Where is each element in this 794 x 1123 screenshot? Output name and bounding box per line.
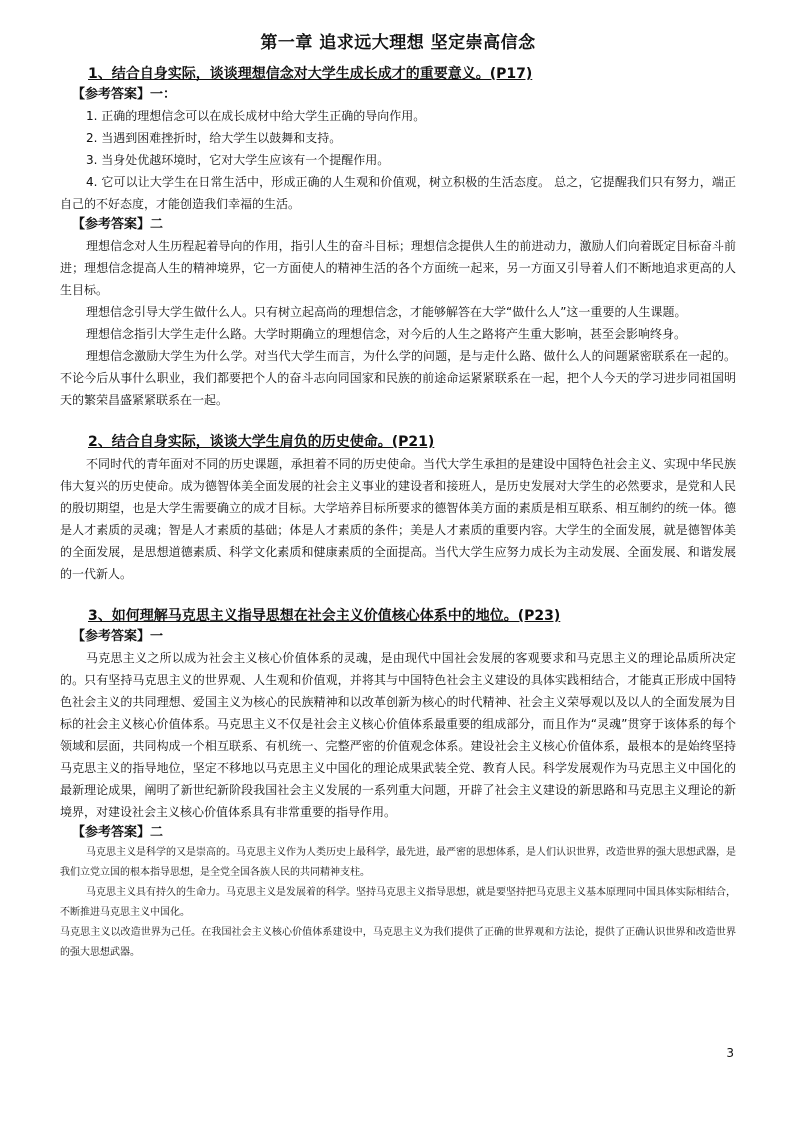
paragraph: 理想信念指引大学生走什么路。大学时期确立的理想信念，对今后的人生之路将产生重大影响，甚至会影响终身。 <box>86 327 687 341</box>
list-item: 3. 当身处优越环境时，它对大学生应该有一个提醒作用。 <box>86 153 390 167</box>
paragraph: 理想信念引导大学生做什么人。只有树立起高尚的理想信念，才能够解答在大学“做什么人”这一重要的人生课题。 <box>86 305 687 319</box>
paragraph: 不同时代的青年面对不同的历史课题，承担着不同的历史使命。当代大学生承担的是建设中国特色社会主义、实现中华民族伟大复兴的历史使命。成为德智体美全面发展的社会主义事业的建设者和接班人，是历史发展对大学生的必然要求，是党和人民的殷切期望，也是大学生需要确立的成才目标。大学培养目标所要求的德智体美方面的素质是相互联系、相互制约的统一体。德是人才素质的灵魂；智是人才素质的基础；体是人才素质的条件；美是人才素质的重要内容。大学生的全面发展，就是德智体美的全面发展，是思想道德素质、科学文化素质和健康素质的全面提高。当代大学生应努力成长为主动发展、全面发展、和谐发展的一代新人。 <box>60 457 736 581</box>
paragraph: 马克思主义以改造世界为己任。在我国社会主义核心价值体系建设中，马克思主义为我们提供了正确的世界观和方法论，提供了正确认识世界和改造世界的强大思想武器。 <box>60 927 736 958</box>
paragraph: 马克思主义之所以成为社会主义核心价值体系的灵魂，是由现代中国社会发展的客观要求和马克思主义的理论品质所决定的。只有坚持马克思主义的世界观、人生观和价值观，并将其与中国特色社会主义建设的具体实践相结合，才能真正形成中国特色社会主义的共同理想、爱国主义为核心的民族精神和以改革创新为核心的时代精神、社会主义荣辱观以及以人的全面发展为目标的社会主义核心价值体系。马克思主义不仅是社会主义核心价值体系最重要的组成部分，而且作为“灵魂”贯穿于该体系的每个领域和层面，共同构成一个相互联系、有机统一、完整严密的价值观念体系。建设社会主义核心价值体系，最根本的是始终坚持马克思主义的指导地位，坚定不移地以马克思主义中国化的理论成果武装全党、教育人民。科学发展观作为马克思主义中国化的最新理论成果，阐明了新世纪新阶段我国社会主义发展的一系列重大问题，开辟了社会主义建设的新思路和马克思主义理论的新境界，对建设社会主义核心价值体系具有非常重要的指导作用。 <box>60 651 736 819</box>
paragraph: 理想信念对人生历程起着导向的作用，指引人生的奋斗目标；理想信念提供人生的前进动力，激励人们向着既定目标奋斗前进；理想信念提高人生的精神境界，它一方面使人的精神生活的各个方面统一起来，另一方面又引导着人们不断地追求更高的人生目标。 <box>60 239 736 297</box>
paragraph: 马克思主义具有持久的生命力。马克思主义是发展着的科学。坚持马克思主义指导思想，就是要坚持把马克思主义基本原理同中国具体实际相结合，不断推进马克思主义中国化。 <box>60 887 736 918</box>
question-3: 3、如何理解马克思主义指导思想在社会主义价值核心体系中的地位。(P23) <box>88 608 561 624</box>
list-item: 2. 当遇到困难挫折时，给大学生以鼓舞和支持。 <box>86 131 342 145</box>
paragraph: 理想信念激励大学生为什么学。对当代大学生而言，为什么学的问题，是与走什么路、做什么人的问题紧密联系在一起的。不论今后从事什么职业，我们都要把个人的奋斗志向同国家和民族的前途命运紧紧联系在一起，把个人今天的学习进步同祖国明天的繁荣昌盛紧紧联系在一起。 <box>60 349 736 407</box>
answer-label-1-2: 【参考答案】二 <box>72 217 164 232</box>
chapter-title: 第一章 追求远大理想 坚定崇高信念 <box>260 33 536 53</box>
answer-label-1-1: 【参考答案】一： <box>72 87 177 102</box>
paragraph: 马克思主义是科学的又是崇高的。马克思主义作为人类历史上最科学，最先进，最严密的思想体系，是人们认识世界，改造世界的强大思想武器，是我们立党立国的根本指导思想，是全党全国各族人民的共同精神支柱。 <box>60 847 736 878</box>
list-item: 1. 正确的理想信念可以在成长成材中给大学生正确的导向作用。 <box>86 109 426 123</box>
list-item: 4. 它可以让大学生在日常生活中，形成正确的人生观和价值观，树立积极的生活态度。 总之，它提醒我们只有努力，端正自己的不好态度，才能创造我们幸福的生活。 <box>60 175 736 211</box>
answer-label-3-2: 【参考答案】二 <box>72 825 164 840</box>
question-1: 1、结合自身实际，谈谈理想信念对大学生成长成才的重要意义。(P17) <box>88 66 533 82</box>
question-2: 2、结合自身实际，谈谈大学生肩负的历史使命。(P21) <box>88 434 435 450</box>
answer-label-3-1: 【参考答案】一 <box>72 629 164 644</box>
document-page <box>60 28 736 963</box>
page-number: 3 <box>726 1046 734 1060</box>
